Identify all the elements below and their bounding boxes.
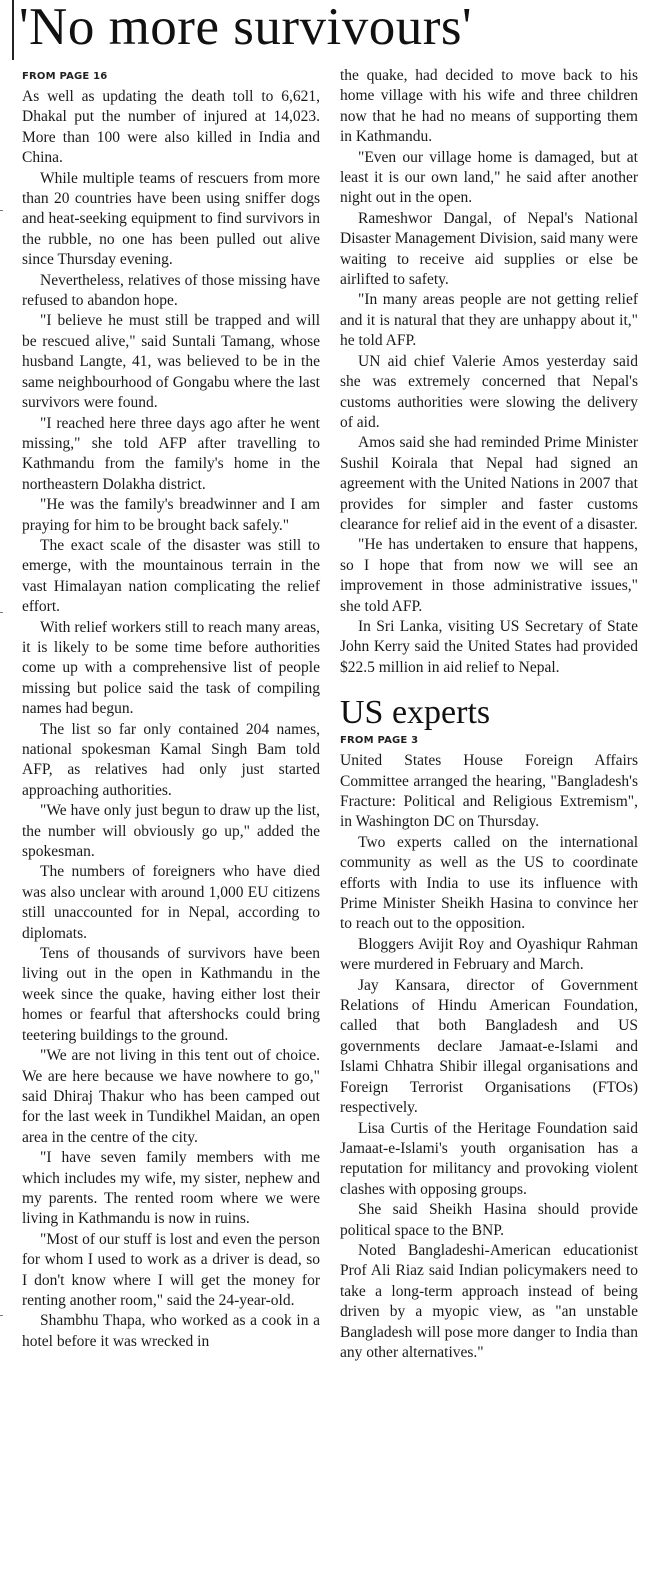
- second-article-headline: US experts: [340, 694, 491, 732]
- article-headline: 'No more survivours': [19, 0, 473, 56]
- article-paragraph: "He was the family's breadwinner and I am praying for him to be brought back safely.": [22, 496, 320, 534]
- margin-mark: [0, 612, 3, 613]
- article-paragraph: UN aid chief Valerie Amos yesterday said she was extremely concerned that Nepal's customs authorities were slowing the delivery of aid.: [340, 352, 638, 431]
- article-paragraph: While multiple teams of rescuers from more than 20 countries have been using sniffer dogs and heat-seeking equipment to find survivors in the rubble, no one has been pulled out alive since Thursday evening.: [22, 169, 320, 269]
- headline-rule: [12, 0, 14, 60]
- article-paragraph: "Most of our stuff is lost and even the person for whom I used to work as a driver is dead, so I don't know where I will get the money for renting another room," said the 24-year-old.: [22, 1230, 320, 1309]
- article-paragraph: Lisa Curtis of the Heritage Foundation said Jamaat-e-Islami's youth organisation has a reputation for militancy and provoking violent clashes with opposing groups.: [340, 1119, 638, 1198]
- article-paragraph: United States House Foreign Affairs Committee arranged the hearing, "Bangladesh's Fracture: Political and Religious Extremism", in Washington DC on Thursday.: [340, 752, 638, 831]
- article-paragraph: The numbers of foreigners who have died was also unclear with around 1,000 EU citizens still unaccounted for in Nepal, according to diplomats.: [22, 863, 320, 942]
- article-paragraph: The exact scale of the disaster was still to emerge, with the mountainous terrain in the vast Himalayan nation complicating the relief effort.: [22, 536, 320, 616]
- article-paragraph: "He has undertaken to ensure that happens, so I hope that from now we will see an improvement in those administrative issues," she told AFP.: [340, 536, 638, 615]
- article-paragraph: "I have seven family members with me which includes my wife, my sister, nephew and my parents. The rented room where we were living in Kathmandu is now in ruins.: [22, 1149, 320, 1228]
- article-paragraph: As well as updating the death toll to 6,621, Dhakal put the number of injured at 14,023. More than 100 were also killed in India and China.: [22, 88, 320, 167]
- article-right-column: [340, 66, 638, 1363]
- from-page-label: FROM PAGE 16: [22, 71, 108, 82]
- article-paragraph: In Sri Lanka, visiting US Secretary of State John Kerry said the United States had provided $22.5 million in aid relief to Nepal.: [340, 617, 638, 676]
- article-paragraph: the quake, had decided to move back to his home village with his wife and three children now that he had no means of supporting them in Kathmandu.: [340, 67, 638, 146]
- article-paragraph: Shambhu Thapa, who worked as a cook in a hotel before it was wrecked in: [22, 1312, 320, 1350]
- article-paragraph: The list so far only contained 204 names, national spokesman Kamal Singh Bam told AFP, as relatives had only just started approaching authorities.: [22, 720, 320, 799]
- article-paragraph: "I believe he must still be trapped and will be rescued alive," said Suntali Tamang, whose husband Langte, 41, was believed to be in the same neighbourhood of Gongabu where the last survivors were found.: [22, 312, 320, 412]
- article-paragraph: "Even our village home is damaged, but at least it is our own land," he said after another night out in the open.: [340, 148, 638, 207]
- margin-mark: [0, 210, 3, 211]
- article-paragraph: Two experts called on the international community as well as the US to coordinate efforts with India to use its influence with Prime Minister Sheikh Hasina to convince her to reach out to the opposition.: [340, 833, 638, 933]
- article-left-column: [22, 70, 320, 1352]
- article-paragraph: "In many areas people are not getting relief and it is natural that they are unhappy about it," he told AFP.: [340, 291, 638, 350]
- article-paragraph: "We have only just begun to draw up the list, the number will obviously go up," added the spokesman.: [22, 802, 320, 861]
- article-paragraph: With relief workers still to reach many areas, it is likely to be some time before authorities come up with a comprehensive list of people missing but police said the task of compiling names had begun.: [22, 618, 320, 718]
- article-paragraph: "We are not living in this tent out of choice. We are here because we have nowhere to go," said Dhiraj Thakur who has been camped out for the last week in Tundikhel Maidan, an open area in the centre of the city.: [22, 1047, 320, 1146]
- article-paragraph: Bloggers Avijit Roy and Oyashiqur Rahman were murdered in February and March.: [340, 935, 638, 974]
- margin-mark: [0, 1315, 3, 1316]
- article-paragraph: Tens of thousands of survivors have been living out in the open in Kathmandu in the week since the quake, having either lost their homes or fearful that aftershocks could bring teetering buildings to the ground.: [22, 945, 320, 1044]
- article-paragraph: Jay Kansara, director of Government Relations of Hindu American Foundation, called that both Bangladesh and US governments declare Jamaat-e-Islami and Islami Chhatra Shibir illegal organisations and Foreign Terrorist Organisations (FTOs) respectively.: [340, 976, 638, 1117]
- article-paragraph: "I reached here three days ago after he went missing," she told AFP after travelling to Kathmandu from the family's home in the northeastern Dolakha district.: [22, 414, 320, 493]
- article-paragraph: Amos said she had reminded Prime Minister Sushil Koirala that Nepal had signed an agreement with the United Nations in 2007 that provides for simpler and faster customs clearance for relief aid in the event of a disaster.: [340, 434, 638, 533]
- article-paragraph: She said Sheikh Hasina should provide political space to the BNP.: [340, 1201, 638, 1239]
- article-paragraph: Rameshwor Dangal, of Nepal's National Disaster Management Division, said many were waiting to receive aid supplies or else be airlifted to safety.: [340, 209, 638, 289]
- article-paragraph: Nevertheless, relatives of those missing have refused to abandon hope.: [22, 271, 320, 310]
- from-page-label: FROM PAGE 3: [340, 735, 419, 747]
- article-paragraph: Noted Bangladeshi-American educationist Prof Ali Riaz said Indian policymakers need to take a long-term approach instead of being driven by a myopic view, as "an unstable Bangladesh will pose more danger to India than any other alternatives.": [340, 1241, 638, 1361]
